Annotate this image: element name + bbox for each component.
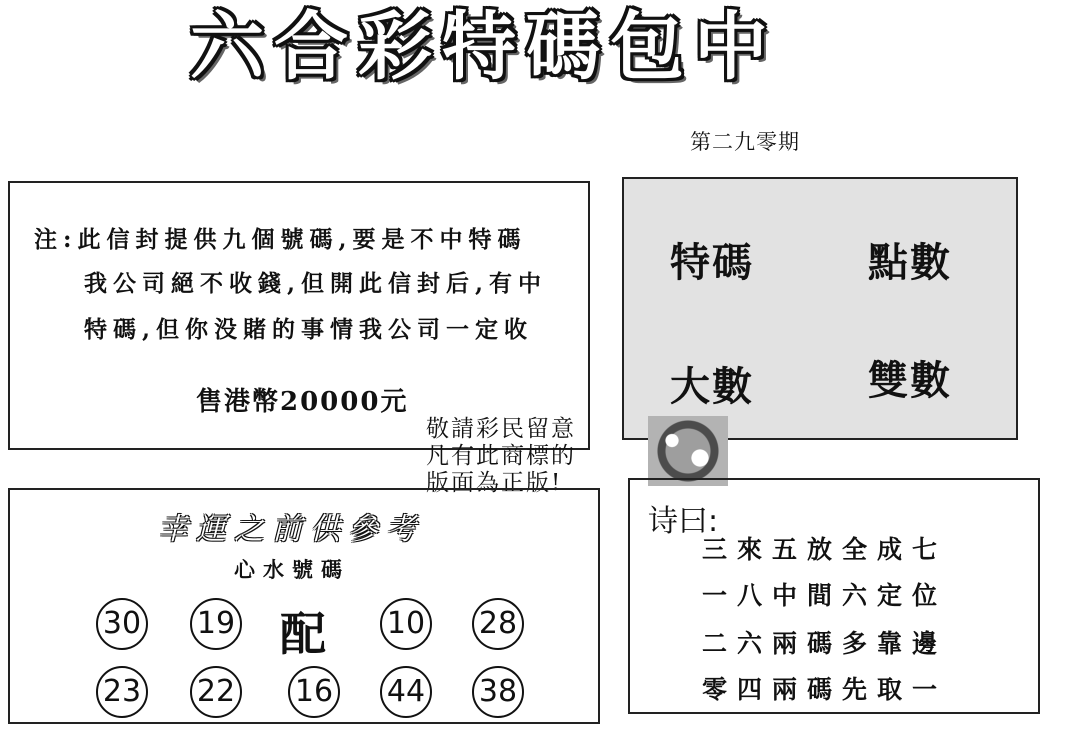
lucky-title: 幸運之前供參考 <box>158 512 424 547</box>
notice-line: 特碼,但你没賭的事情我公司一定收 <box>84 316 534 343</box>
notice-line: 我公司絕不收錢,但開此信封后,有中 <box>84 270 548 297</box>
number-ball: 44 <box>380 666 432 718</box>
poem-line: 二六兩碼多靠邊 <box>702 629 948 658</box>
notice-line: 注:此信封提供九個號碼,要是不中特碼 <box>34 226 527 253</box>
promo-item: 特碼 <box>670 240 754 286</box>
number-ball: 16 <box>288 666 340 718</box>
number-ball: 22 <box>190 666 242 718</box>
number-ball: 10 <box>380 598 432 650</box>
number-ball: 28 <box>472 598 524 650</box>
number-ball: 30 <box>96 598 148 650</box>
number-ball: 38 <box>472 666 524 718</box>
page-title: 六合彩特碼包中 <box>190 4 778 90</box>
poem-box <box>628 478 1040 714</box>
promo-item: 大數 <box>670 364 754 410</box>
poem-line: 一八中間六定位 <box>702 581 948 610</box>
brand-notice-line: 版面為正版! <box>426 470 563 496</box>
brand-notice <box>426 416 576 497</box>
poem-label: 诗曰: <box>648 504 719 539</box>
promo-item: 雙數 <box>868 358 952 404</box>
number-ball: 23 <box>96 666 148 718</box>
promo-item: 點數 <box>868 240 952 286</box>
poem-line: 零四兩碼先取一 <box>702 675 948 704</box>
number-ball: 19 <box>190 598 242 650</box>
promo-box <box>622 177 1018 440</box>
brand-notice-line: 敬請彩民留意 <box>426 416 576 442</box>
lucky-numbers-box <box>8 488 600 724</box>
trademark-logo-icon <box>648 416 728 486</box>
notice-box <box>8 181 590 450</box>
pair-character: 配 <box>280 607 326 661</box>
brand-notice-line: 凡有此商標的 <box>426 443 576 469</box>
lucky-subtitle: 心水號碼 <box>234 557 350 582</box>
poem-line: 三來五放全成七 <box>702 535 948 564</box>
issue-number: 第二九零期 <box>690 130 800 154</box>
price-text: 售港幣20000元 <box>196 387 409 417</box>
